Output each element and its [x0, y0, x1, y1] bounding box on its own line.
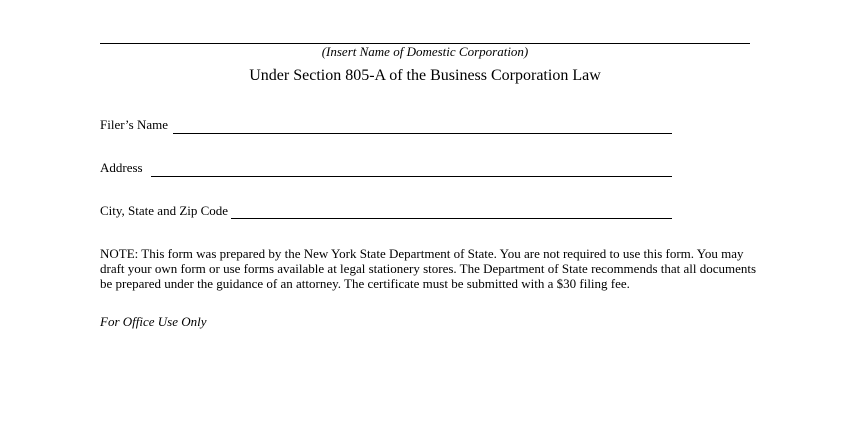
- filers-name-label: Filer’s Name: [100, 117, 168, 132]
- note-paragraph: NOTE: This form was prepared by the New York State Department of State. You are not required to use this form. You may draft your own form or use forms available at legal stationery stores. The Department of State recommends that all documents be prepared under the guidance of an attorney. The certificate must be submitted with a $30 filing fee.: [100, 246, 757, 291]
- address-label: Address: [100, 160, 143, 175]
- city-state-zip-field[interactable]: [231, 218, 672, 219]
- form-subtitle: Under Section 805-A of the Business Corporation Law: [249, 67, 601, 84]
- address-field[interactable]: [151, 176, 672, 177]
- city-state-zip-label: City, State and Zip Code: [100, 203, 229, 218]
- filers-name-field[interactable]: [173, 133, 672, 134]
- office-use-label: For Office Use Only: [100, 314, 207, 329]
- corporation-name-hint: (Insert Name of Domestic Corporation): [321, 44, 529, 59]
